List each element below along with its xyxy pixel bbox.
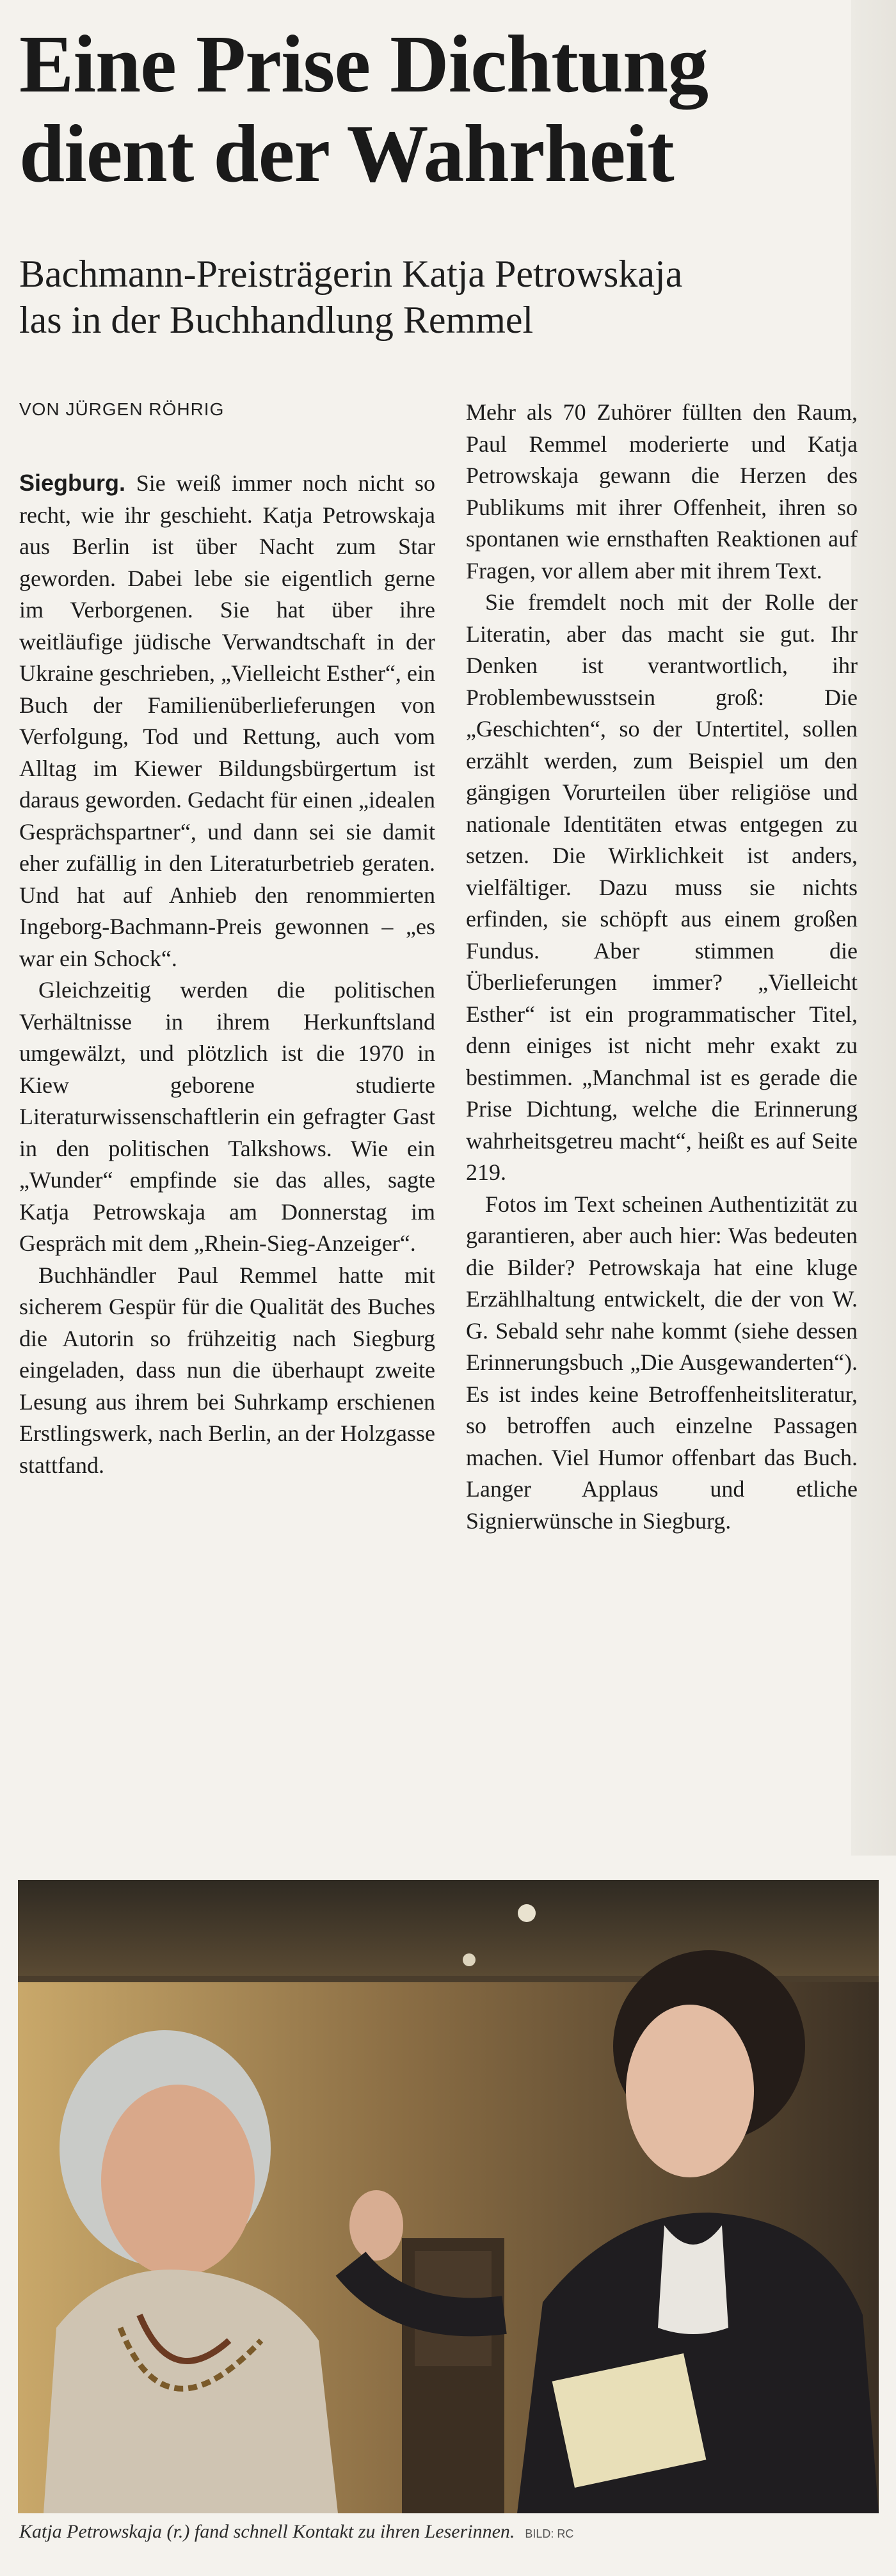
paragraph-1 [19, 467, 435, 974]
subheadline-line-1: Bachmann-Preisträgerin Katja Petrowskaja [19, 253, 683, 295]
dateline-place: Siegburg. [19, 470, 126, 496]
photo-caption [19, 2521, 877, 2543]
paragraph-5: Sie fremdelt noch mit der Rolle der Literatin, aber das macht sie gut. Ihr Denken ist verantwortlich, ihr Problembewusstsein groß: Die „Geschichten“, so der Untertitel, sollen erzählt werden, zum Beispiel um den gängigen Vorurteilen über religiöse und nationale Identitäten etwas entgegen zu setzen. Die Wirklichkeit ist anders, vielfältiger. Dazu muss sie nichts erfinden, sie schöpft aus einem großen Fundus. Aber stimmen die Überlieferungen immer? „Vielleicht Esther“ ist ein programmatischer Titel, denn einiges ist nicht mehr exakt zu bestimmen. „Manchmal ist es gerade die Prise Dichtung, welche die Erinnerung wahrheitsgetreu macht“, heißt es auf Seite 219. [466, 589, 858, 1185]
article-column-right [466, 397, 858, 1537]
paragraph-2: Gleichzeitig werden die politischen Verhältnisse in ihrem Herkunftsland umgewälzt, und plötzlich ist die 1970 in Kiew geborene studierte Literaturwissenschaftlerin ein gefragter Gast in den politischen Talkshows. Wie ein „Wunder“ empfinde sie das alles, sagte Katja Petrowskaja am Donnerstag im Gespräch mit dem „Rhein-Sieg-Anzeiger“. [19, 977, 435, 1256]
paragraph-1-text: Sie weiß immer noch nicht so recht, wie ihr geschieht. Katja Petrowskaja aus Berlin ist über Nacht zum Star geworden. Dabei lebe sie eigentlich gerne im Verborgenen. Sie hat über ihre weitläufige jüdische Verwandtschaft in der Ukraine geschrieben, „Vielleicht Esther“, ein Buch der Familienüberlieferungen von Verfolgung, Tod und Rettung, auch vom Alltag im Kiewer Bildungsbürgertum ist daraus geworden. Gedacht für einen „idealen Gesprächspartner“, und dann sei sie damit eher zufällig in den Literaturbetrieb geraten. Und hat auf Anhieb den renommierten Ingeborg-Bachmann-Preis gewonnen – „es war ein Schock“. [19, 470, 435, 971]
paragraph-4: Mehr als 70 Zuhörer füllten den Raum, Paul Remmel moderierte und Katja Petrowskaja gewann die Herzen des Publikums mit ihrer Offenheit, ihren so spontanen wie ernsthaften Reaktionen auf Fragen, vor allem aber mit ihrem Text. [466, 399, 858, 584]
paragraph-6: Fotos im Text scheinen Authentizität zu garantieren, aber auch hier: Was bedeuten die Bilder? Petrowskaja hat eine kluge Erzählhaltung entwickelt, die der von W. G. Sebald sehr nahe kommt (siehe dessen Erinnerungsbuch „Die Ausgewanderten“). Es ist indes keine Betroffenheitsliteratur, so betroffen auch einzelne Passagen machen. Viel Humor offenbart das Buch. Langer Applaus und etliche Signierwünsche in Siegburg. [466, 1191, 858, 1534]
byline: VON JÜRGEN RÖHRIG [19, 399, 225, 419]
adjacent-column-bleed [851, 0, 896, 1856]
subheadline-line-2: las in der Buchhandlung Remmel [19, 299, 534, 341]
press-photo-illustration [18, 1880, 879, 2513]
photo-credit: BILD: RC [525, 2527, 574, 2540]
headline [19, 19, 838, 198]
headline-line-1: Eine Prise Dichtung [19, 19, 708, 109]
caption-text: Katja Petrowskaja (r.) fand schnell Kontakt zu ihren Leserinnen. [19, 2521, 515, 2542]
press-photo [18, 1880, 879, 2513]
paragraph-3: Buchhändler Paul Remmel hatte mit sicherem Gespür für die Qualität des Buches die Autorin so frühzeitig nach Siegburg eingeladen, dass nun die überhaupt zweite Lesung aus ihrem bei Suhrkamp erschienen Erstlingswerk, nach Berlin, an der Holzgasse stattfand. [19, 1262, 435, 1478]
headline-line-2: dient der Wahrheit [19, 108, 674, 199]
subheadline [19, 251, 838, 343]
article-column-left [19, 467, 435, 1481]
